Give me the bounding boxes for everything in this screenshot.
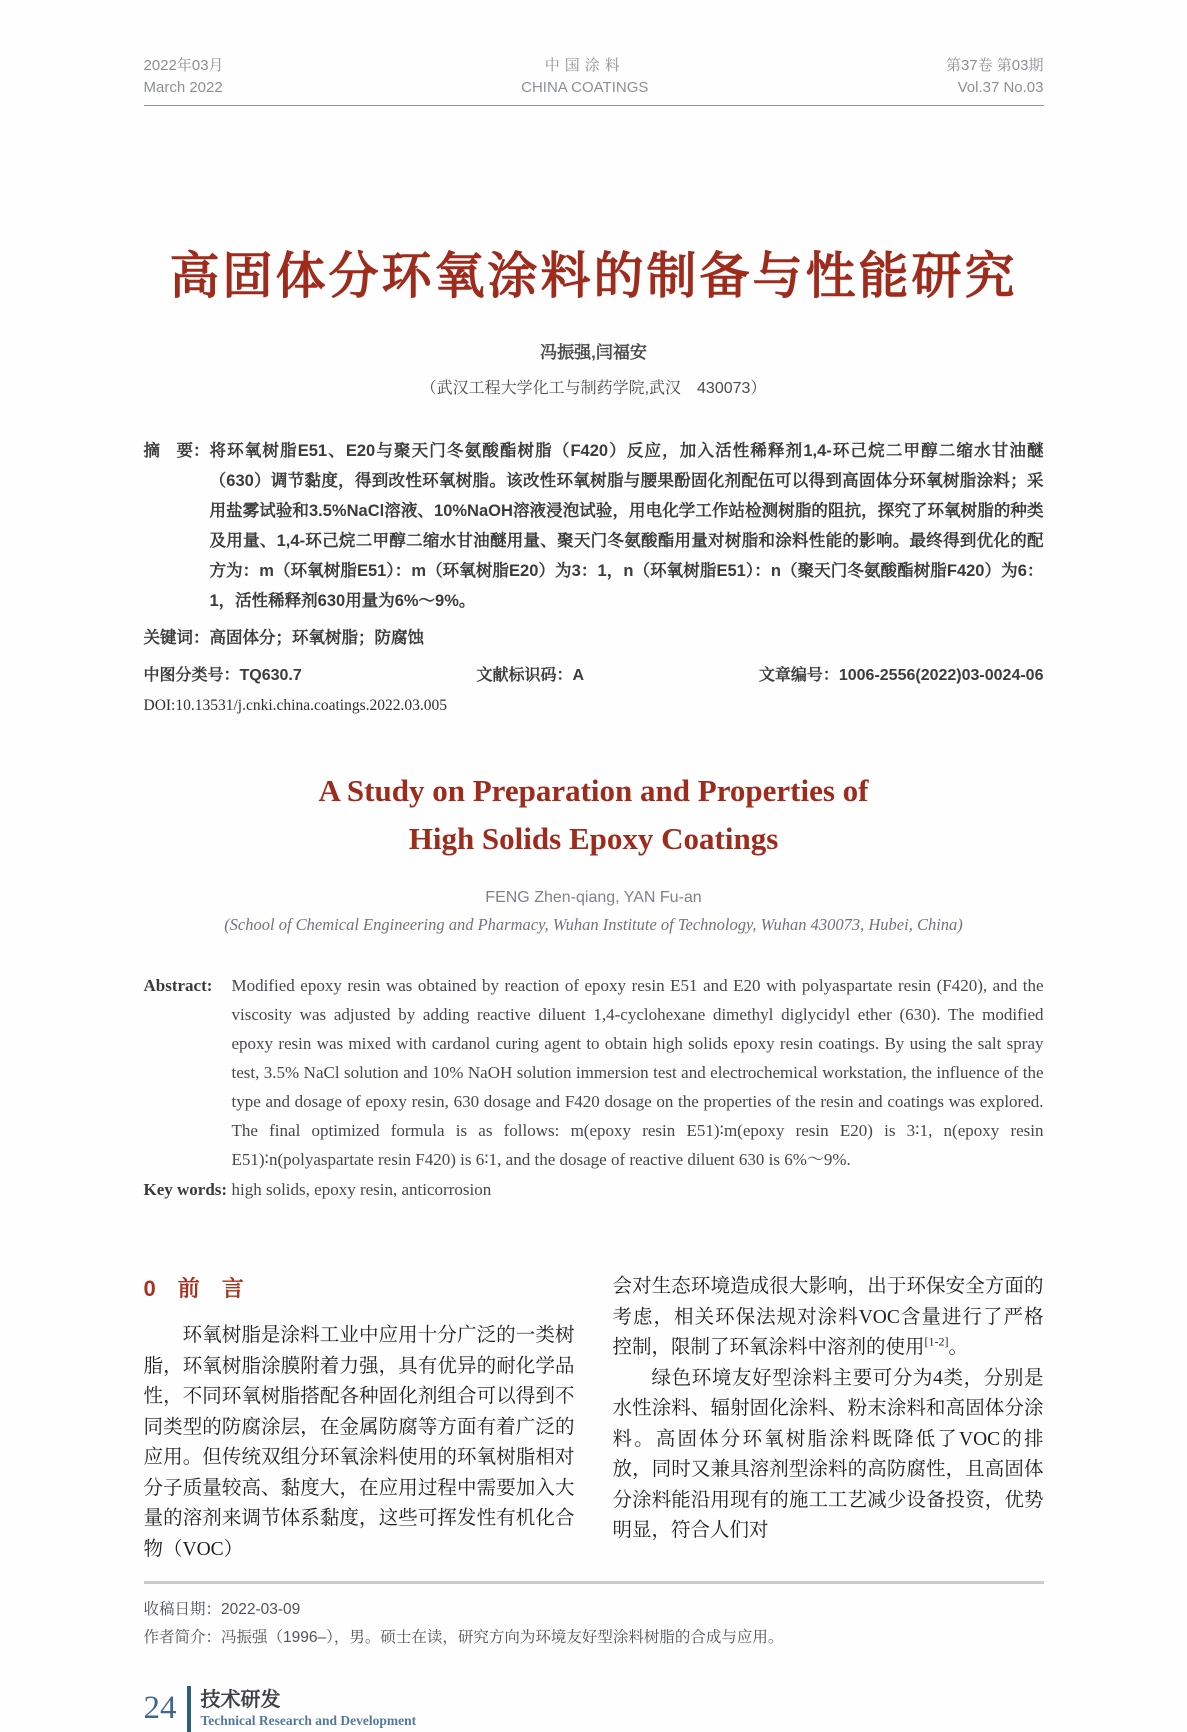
- abstract-label-en: Abstract:: [143, 976, 213, 995]
- abstract-en: [144, 971, 1044, 1174]
- body-columns: [144, 1272, 1044, 1565]
- journal-header: [144, 55, 1044, 106]
- journal-date-en: March 2022: [143, 79, 223, 96]
- left-column: [144, 1272, 575, 1565]
- authors-en: FENG Zhen-qiang, YAN Fu-an: [485, 889, 702, 906]
- citation-superscript: [1-2]: [924, 1334, 949, 1349]
- keywords-en: [144, 1180, 1044, 1200]
- abstract-text-en: Modified epoxy resin was obtained by reaction of epoxy resin E51 and E20 with polyaspartate resin (F420), and the viscosity was adjusted by adding reactive diluent 1,4-cyclohexane dimethyl diglycidyl ether (630). The modified epoxy resin was mixed with cardanol curing agent to obtain high solids epoxy resin coatings. By using the salt spray test, 3.5% NaCl solution and 10% NaOH solution immersion test and electrochemical workstation, the influence of the type and dosage of epoxy resin, 630 dosage and F420 dosage on the properties of the resin and coatings was explored. The final optimized formula is as follows: m(epoxy resin E51)∶m(epoxy resin E20) is 3∶1, n(epoxy resin E51)∶n(polyaspartate resin F420) is 6∶1, and the dosage of reactive diluent 630 is 6%～9%.: [231, 976, 1044, 1169]
- journal-issue-en: Vol.37 No.03: [957, 79, 1044, 96]
- paper-page: [144, 0, 1044, 1732]
- received-date: 收稿日期：2022-03-09: [143, 1600, 301, 1618]
- affiliation-en: (School of Chemical Engineering and Pharmacy, Wuhan Institute of Technology, Wuhan 430073, Hubei, China): [224, 915, 963, 934]
- intro-paragraph-right-1: [613, 1272, 1044, 1364]
- authors-cn: 冯振强,闫福安: [540, 343, 647, 362]
- keywords-label-en: Key words:: [143, 1180, 228, 1199]
- column-title-en: Technical Research and Development: [200, 1712, 417, 1728]
- journal-date: [144, 55, 224, 99]
- keywords-text-en: high solids, epoxy resin, anticorrosion: [231, 1180, 492, 1199]
- section-heading-0: 0 前 言: [143, 1276, 244, 1301]
- journal-name: [521, 55, 648, 99]
- classification-row: [144, 662, 1044, 685]
- abstract-cn: [144, 436, 1044, 616]
- column-title-cn: 技术研发: [200, 1688, 281, 1711]
- footnotes: [144, 1596, 1044, 1652]
- page-footer: [144, 1686, 1044, 1732]
- intro-right-1-end: 。: [948, 1337, 969, 1358]
- journal-date-cn: 2022年03月: [143, 57, 224, 74]
- author-bio: 作者简介：冯振强（1996–），男。硕士在读，研究方向为环境友好型涂料树脂的合成与应用。: [143, 1628, 784, 1646]
- clc-number: 中图分类号：TQ630.7: [143, 667, 302, 684]
- intro-paragraph-left: 环氧树脂是涂料工业中应用十分广泛的一类树脂，环氧树脂涂膜附着力强，具有优异的耐化学品性，不同环氧树脂搭配各种固化剂组合可以得到不同类型的防腐涂层，在金属防腐等方面有着广泛的应用。但传统双组分环氧涂料使用的环氧树脂相对分子质量较高、黏度大，在应用过程中需要加入大量的溶剂来调节体系黏度，这些可挥发性有机化合物（VOC）: [143, 1325, 575, 1560]
- journal-issue: [946, 55, 1044, 99]
- affiliation-cn: （武汉工程大学化工与制药学院,武汉 430073）: [420, 380, 767, 397]
- doi: DOI:10.13531/j.cnki.china.coatings.2022.03.005: [143, 697, 447, 714]
- journal-name-cn: 中国涂料: [544, 57, 625, 74]
- footer-divider-bar: [187, 1686, 191, 1732]
- article-title-en-line1: A Study on Preparation and Properties of: [318, 773, 869, 808]
- article-number: 文章编号：1006-2556(2022)03-0024-06: [758, 667, 1044, 684]
- page-number: 24: [143, 1690, 177, 1726]
- article-title-en-line2: High Solids Epoxy Coatings: [408, 821, 779, 856]
- document-code: 文献标识码：A: [476, 667, 585, 684]
- intro-paragraph-right-2: 绿色环境友好型涂料主要可分为4类，分别是水性涂料、辐射固化涂料、粉末涂料和高固体分涂料。高固体分环氧树脂涂料既降低了VOC的排放，同时又兼具溶剂型涂料的高防腐性，且高固体分涂料能沿用现有的施工工艺减少设备投资，优势明显，符合人们对: [612, 1367, 1044, 1541]
- article-title-cn: 高固体分环氧涂料的制备与性能研究: [169, 248, 1018, 304]
- right-column: [613, 1272, 1044, 1565]
- footnote-divider: [144, 1581, 1044, 1584]
- keywords-cn: 关键词：高固体分；环氧树脂；防腐蚀: [143, 629, 424, 647]
- journal-name-en: CHINA COATINGS: [521, 79, 649, 96]
- footer-column-title: [201, 1688, 417, 1730]
- intro-right-1-text: 会对生态环境造成很大影响，出于环保安全方面的考虑，相关环保法规对涂料VOC含量进行了严格控制，限制了环氧涂料中溶剂的使用: [612, 1276, 1044, 1358]
- journal-issue-cn: 第37卷 第03期: [945, 57, 1044, 74]
- abstract-label-cn: 摘 要：: [143, 442, 210, 460]
- abstract-text-cn: 将环氧树脂E51、E20与聚天门冬氨酸酯树脂（F420）反应，加入活性稀释剂1,4-环己烷二甲醇二缩水甘油醚（630）调节黏度，得到改性环氧树脂。该改性环氧树脂与腰果酚固化剂配伍可以得到高固体分环氧树脂涂料；采用盐雾试验和3.5%NaCl溶液、10%NaOH溶液浸泡试验，用电化学工作站检测树脂的阻抗，探究了环氧树脂的种类及用量、1,4-环己烷二甲醇二缩水甘油醚用量、聚天门冬氨酸酯用量对树脂和涂料性能的影响。最终得到优化的配方为：m（环氧树脂E51）：m（环氧树脂E20）为3：1，n（环氧树脂E51）：n（聚天门冬氨酸酯树脂F420）为6：1，活性稀释剂630用量为6%～9%。: [209, 442, 1044, 610]
- article-title-en: [144, 767, 1044, 863]
